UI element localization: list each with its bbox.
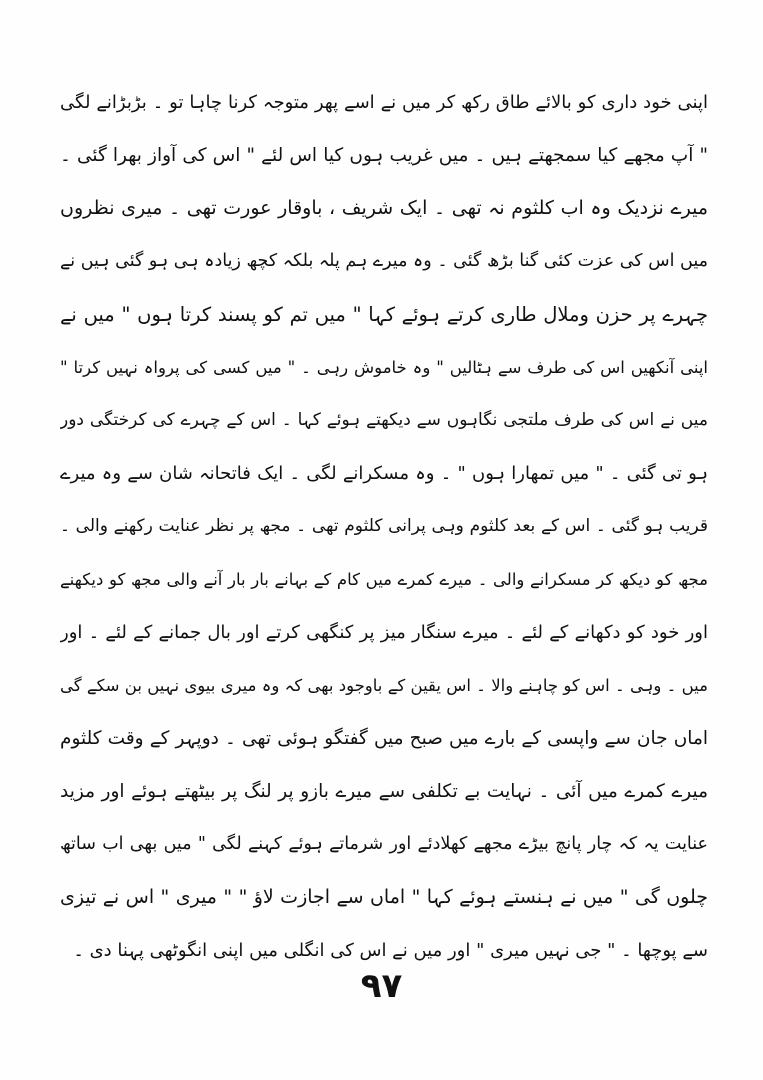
text-line: اور خود کو دکھانے کے لئے ۔ میرے سنگار میز پر کنگھی کرتے اور بال جمانے کے لئے ۔ اور xyxy=(60,622,708,643)
text-line: چہرے پر حزن وملال طاری کرتے ہوئے کہا " میں تم کو پسند کرتا ہوں " میں نے xyxy=(60,303,708,326)
page-number: ۹۷ xyxy=(360,966,403,1006)
text-line: میں ۔ وہی ۔ اس کو چاہنے والا ۔ اس یقین کے باوجود بھی کہ وہ میری بیوی نہیں بن سکے گی xyxy=(60,676,708,695)
page-body-text xyxy=(60,76,708,977)
text-line: میرے کمرے میں آئی ۔ نہایت بے تکلفی سے میرے بازو پر لنگ پر بیٹھتے ہوئے اور مزید xyxy=(60,781,708,802)
text-line: میرے نزدیک وہ اب کلثوم نہ تھی ۔ ایک شریف ، باوقار عورت تھی ۔ میری نظروں xyxy=(60,197,708,219)
text-line: اپنی آنکھیں اس کی طرف سے ہٹالیں " وہ خاموش رہی ۔ " میں کسی کی پرواہ نہیں کرتا " xyxy=(60,358,708,377)
text-line: ہو تی گئی ۔ " میں تمھارا ہوں " ۔ وہ مسکرانے لگی ۔ ایک فاتحانہ شان سے وہ میرے xyxy=(60,463,708,484)
text-line: اماں جان سے واپسی کے بارے میں صبح میں گفتگو ہوئی تھی ۔ دوپہر کے وقت کلثوم xyxy=(60,728,708,749)
text-line: میں نے اس کی طرف ملتجی نگاہوں سے دیکھتے ہوئے کہا ۔ اس کے چہرے کی کرختگی دور xyxy=(60,410,708,430)
text-line: چلوں گی " میں نے ہنستے ہوئے کہا " اماں سے اجازت لاؤ " " میری " اس نے تیزی xyxy=(60,886,708,908)
text-line: عنایت یہ کہ چار پانچ بیڑے مجھے کھلادئے اور شرماتے ہوئے کہنے لگی " میں بھی اب ساتھ xyxy=(60,834,708,854)
text-line: میں اس کی عزت کئی گنا بڑھ گئی ۔ وہ میرے ہم پلہ بلکہ کچھ زیادہ ہی ہو گئی ہیں نے xyxy=(60,251,708,271)
text-line: قریب ہو گئی ۔ اس کے بعد کلثوم وہی پرانی کلثوم تھی ۔ مجھ پر نظر عنایت رکھنے والی ۔ xyxy=(60,516,708,536)
text-line-last: سے پوچھا ۔ " جی نہیں میری " اور میں نے اس کی انگلی میں اپنی انگوٹھی پہنا دی ۔ xyxy=(73,940,708,961)
text-line: " آپ مجھے کیا سمجھتے ہیں ۔ میں غریب ہوں کیا اس لئے " اس کی آواز بھرا گئی ۔ xyxy=(60,145,708,166)
text-line: مجھ کو دیکھ کر مسکرانے والی ۔ میرے کمرے میں کام کے بہانے بار بار آنے والی مجھ کو دیکھنے xyxy=(60,570,708,589)
text-line: اپنی خود داری کو بالائے طاق رکھ کر میں نے اسے پھر متوجہ کرنا چاہا تو ۔ بڑبڑانے لگی xyxy=(60,92,708,113)
